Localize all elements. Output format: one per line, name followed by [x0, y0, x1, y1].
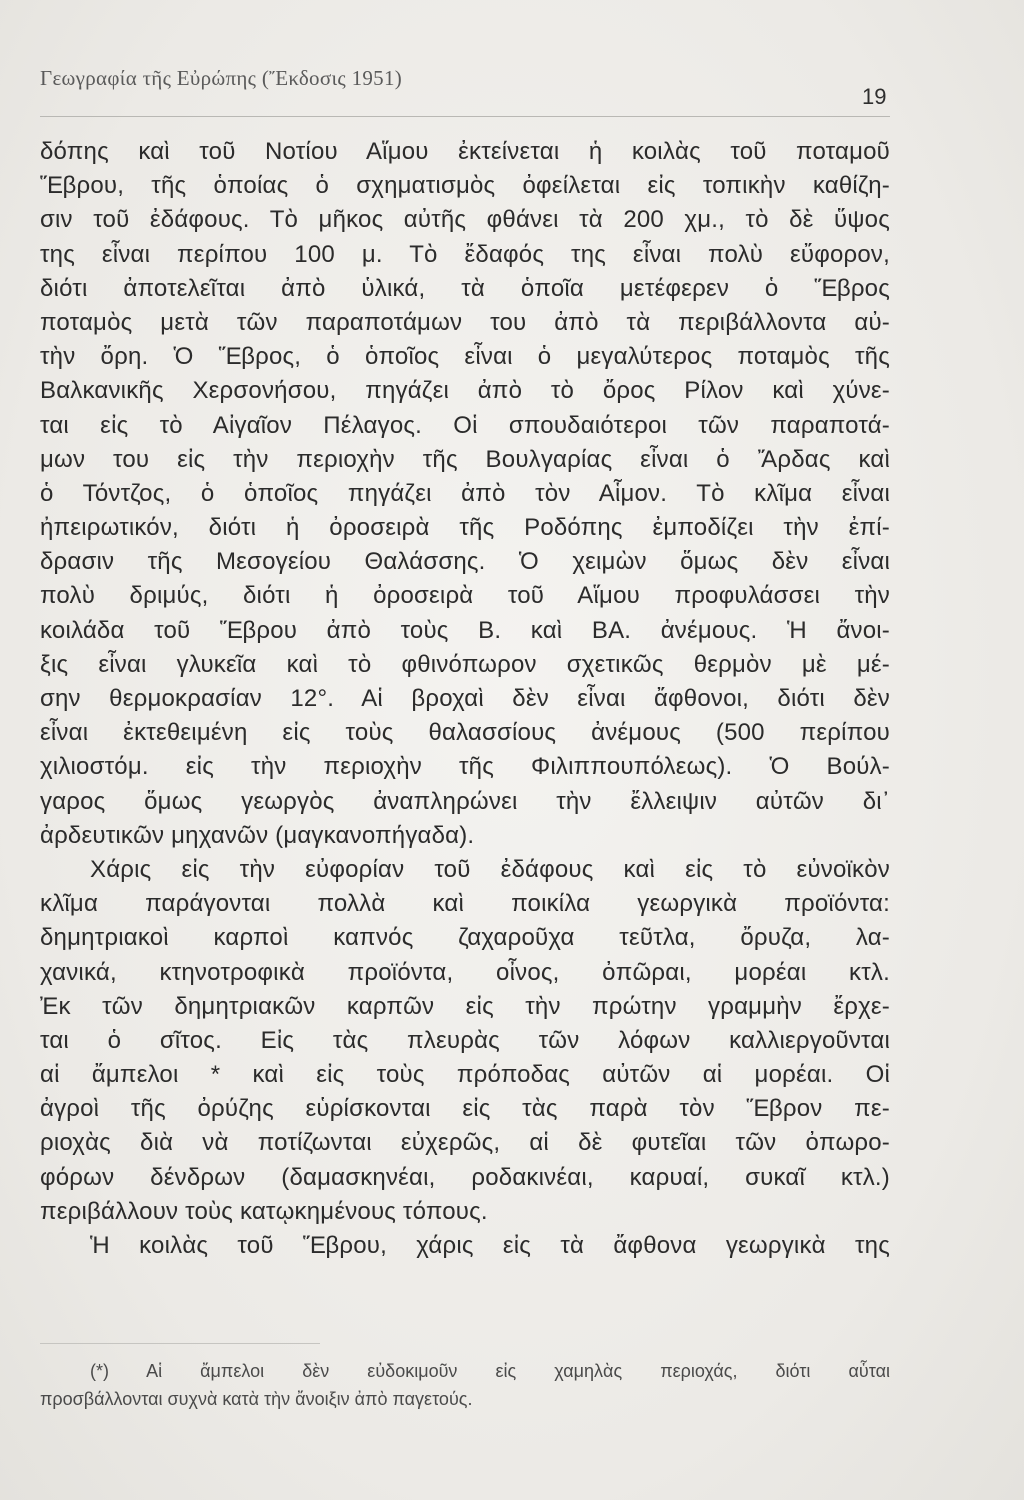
text-line: ριοχὰς διὰ νὰ ποτίζωνται εὐχερῶς, αἱ δὲ φυτεῖαι τῶν ὀπωρο-: [40, 1129, 890, 1157]
text-line: ξις εἶναι γλυκεῖα καὶ τὸ φθινόπωρον σχετικῶς θερμὸν μὲ μέ-: [40, 650, 890, 678]
paragraph-start-line: Χάρις εἰς τὴν εὐφορίαν τοῦ ἐδάφους καὶ εἰς τὸ εὐνοϊκὸν: [90, 855, 890, 883]
text-line: χανικά, κτηνοτροφικὰ προϊόντα, οἶνος, ὀπῶραι, μορέαι κτλ.: [40, 958, 890, 986]
page-number: 19: [862, 84, 887, 109]
footnote-line: (*) Αἱ ἄμπελοι δὲν εὐδοκιμοῦν εἰς χαμηλὰς περιοχάς, διότι αὗται: [90, 1361, 890, 1381]
text-line: ἀγροὶ τῆς ὀρύζης εὑρίσκονται εἰς τὰς παρὰ τὸν Ἕβρον πε-: [40, 1095, 890, 1123]
text-line: Ἕβρου, τῆς ὁποίας ὁ σχηματισμὸς ὀφείλεται εἰς τοπικὴν καθίζη-: [40, 172, 890, 200]
text-line: δημητριακοὶ καρποὶ καπνός ζαχαροῦχα τεῦτλα, ὄρυζα, λα-: [40, 924, 890, 952]
text-line: σην θερμοκρασίαν 12°. Αἱ βροχαὶ δὲν εἶναι ἄφθονοι, διότι δὲν: [40, 685, 890, 712]
text-line: κλῖμα παράγονται πολλὰ καὶ ποικίλα γεωργικὰ προϊόντα:: [40, 890, 890, 918]
text-line: δρασιν τῆς Μεσογείου Θαλάσσης. Ὁ χειμὼν ὅμως δὲν εἶναι: [40, 548, 890, 576]
text-line: ται ὁ σῖτος. Εἰς τὰς πλευρὰς τῶν λόφων καλλιεργοῦνται: [40, 1026, 890, 1054]
text-line: ποταμὸς μετὰ τῶν παραποτάμων του ἀπὸ τὰ περιβάλλοντα αὐ-: [40, 308, 890, 336]
text-line: ὁ Τόντζος, ὁ ὁποῖος πηγάζει ἀπὸ τὸν Αἷμον. Τὸ κλῖμα εἶναι: [40, 479, 890, 507]
text-line: της εἶναι περίπου 100 μ. Τὸ ἔδαφός της εἶναι πολὺ εὔφορον,: [40, 240, 890, 268]
text-line: γαρος ὅμως γεωργὸς ἀναπληρώνει τὴν ἔλλειψιν αὐτῶν δι᾽: [40, 787, 890, 815]
text-line: σιν τοῦ ἐδάφους. Τὸ μῆκος αὐτῆς φθάνει τὰ 200 χμ., τὸ δὲ ὕψος: [40, 206, 890, 234]
text-line: ἠπειρωτικόν, διότι ἡ ὀροσειρὰ τῆς Ροδόπης ἐμποδίζει τὴν ἐπί-: [40, 514, 890, 542]
text-line: φόρων δένδρων (δαμασκηνέαι, ροδακινέαι, καρυαί, συκαῖ κτλ.): [40, 1163, 890, 1191]
running-head: Γεωγραφία τῆς Εὐρώπης (Ἔκδοσις 1951): [40, 66, 403, 90]
body-text: [40, 135, 890, 1263]
footnotes: [40, 1357, 890, 1413]
footnote-rule: [40, 1343, 320, 1344]
text-line: πολὺ δριμύς, διότι ἡ ὀροσειρὰ τοῦ Αἵμου προφυλάσσει τὴν: [40, 582, 890, 610]
paragraph-end-line: περιβάλλουν τοὺς κατῳκημένους τόπους.: [40, 1197, 488, 1225]
paragraph-start-line: Ἡ κοιλὰς τοῦ Ἕβρου, χάρις εἰς τὰ ἄφθονα γεωργικὰ της: [90, 1232, 890, 1259]
text-line: εἶναι ἐκτεθειμένη εἰς τοὺς θαλασσίους ἀνέμους (500 περίπου: [40, 719, 890, 747]
header-rule: [40, 116, 890, 117]
text-line: αἱ ἄμπελοι * καὶ εἰς τοὺς πρόποδας αὐτῶν αἱ μορέαι. Οἱ: [40, 1061, 890, 1089]
text-line: δόπης καὶ τοῦ Νοτίου Αἵμου ἐκτείνεται ἡ κοιλὰς τοῦ ποταμοῦ: [40, 138, 890, 165]
paragraph-end-line: ἀρδευτικῶν μηχανῶν (μαγκανοπήγαδα).: [40, 821, 475, 849]
text-line: κοιλάδα τοῦ Ἕβρου ἀπὸ τοὺς Β. καὶ ΒΑ. ἀνέμους. Ἡ ἄνοι-: [40, 616, 890, 644]
text-line: ται εἰς τὸ Αἰγαῖον Πέλαγος. Οἱ σπουδαιότεροι τῶν παραποτά-: [40, 411, 890, 439]
text-line: διότι ἀποτελεῖται ἀπὸ ὑλικά, τὰ ὁποῖα μετέφερεν ὁ Ἕβρος: [40, 274, 890, 302]
text-line: τὴν ὄρη. Ὁ Ἕβρος, ὁ ὁποῖος εἶναι ὁ μεγαλύτερος ποταμὸς τῆς: [40, 343, 890, 371]
text-line: Βαλκανικῆς Χερσονήσου, πηγάζει ἀπὸ τὸ ὄρος Ρίλον καὶ χύνε-: [40, 377, 890, 405]
text-line: μων του εἰς τὴν περιοχὴν τῆς Βουλγαρίας εἶναι ὁ Ἄρδας καὶ: [40, 445, 890, 473]
text-line: Ἐκ τῶν δημητριακῶν καρπῶν εἰς τὴν πρώτην γραμμὴν ἔρχε-: [40, 992, 890, 1020]
footnote-line: προσβάλλονται συχνὰ κατὰ τὴν ἄνοιξιν ἀπὸ παγετούς.: [40, 1389, 473, 1409]
text-line: χιλιοστόμ. εἰς τὴν περιοχὴν τῆς Φιλιππουπόλεως). Ὁ Βούλ-: [40, 753, 890, 781]
